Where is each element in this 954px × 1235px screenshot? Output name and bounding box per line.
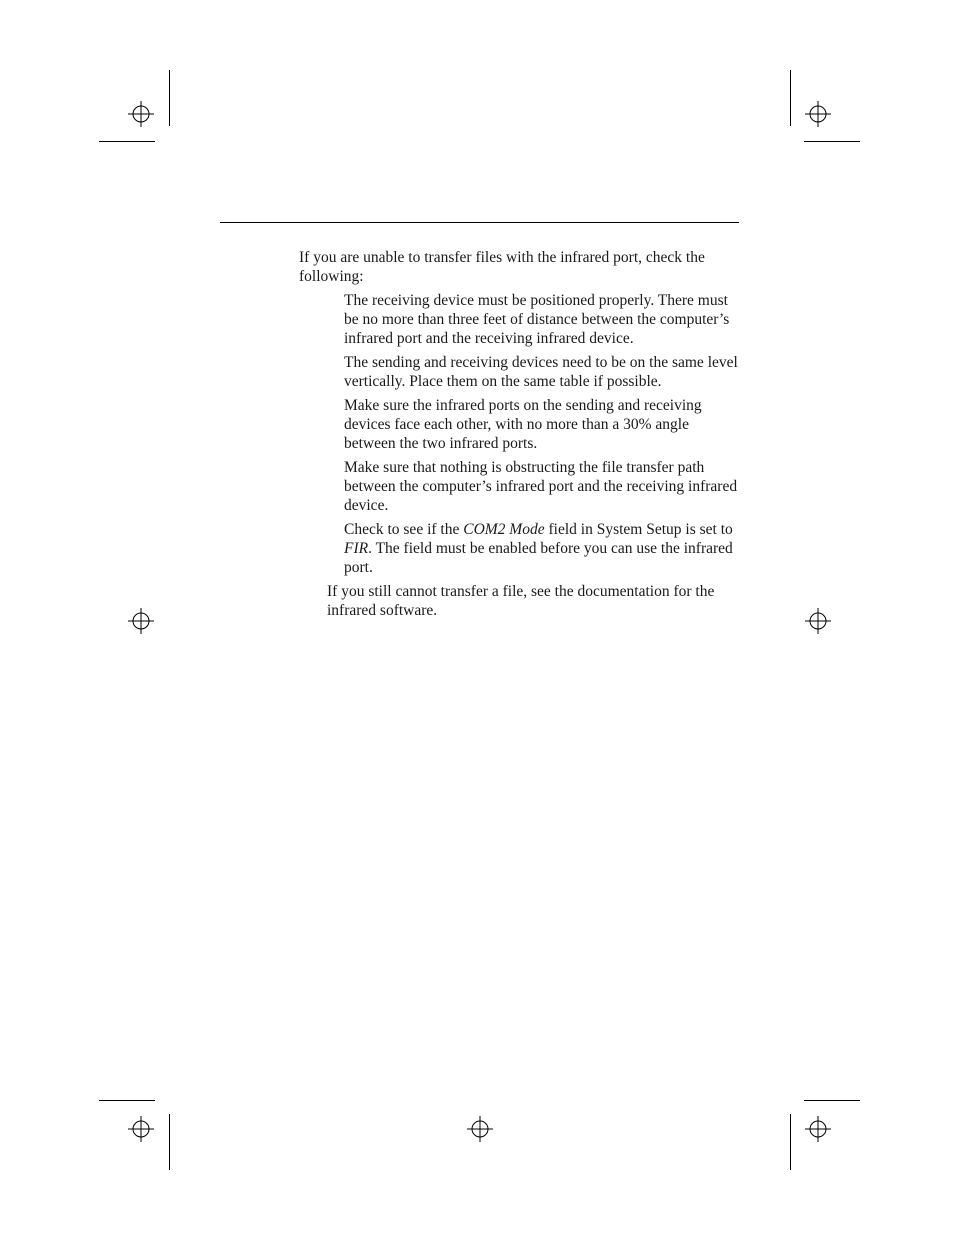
registration-mark-icon xyxy=(127,607,155,635)
crop-mark-top-left-horizontal xyxy=(99,141,155,142)
registration-mark-icon xyxy=(466,1115,494,1143)
com2-text-c: . The field must be enabled before you can use the infrared port. xyxy=(344,540,733,576)
registration-mark-icon xyxy=(804,100,832,128)
troubleshooting-section xyxy=(299,248,744,620)
closing-paragraph: If you still cannot transfer a file, see the documentation for the infrared software. xyxy=(327,583,715,619)
checklist xyxy=(299,291,744,577)
registration-mark-icon xyxy=(127,1115,155,1143)
crop-mark-bottom-right-horizontal xyxy=(804,1100,860,1101)
list-item-com2 xyxy=(344,520,744,577)
header-rule xyxy=(220,222,739,223)
com2-text-a: Check to see if the xyxy=(344,521,464,538)
com2-text-b: field in System Setup is set to xyxy=(544,521,733,538)
crop-mark-top-left-vertical xyxy=(169,70,170,126)
intro-paragraph: If you are unable to transfer files with the infrared port, check the following: xyxy=(299,249,705,285)
com2-mode-field: COM2 Mode xyxy=(463,521,545,538)
crop-mark-top-right-vertical xyxy=(790,70,791,126)
list-item: Make sure the infrared ports on the sending and receiving devices face each other, with no more than a 30% angle between the two infrared ports. xyxy=(344,397,702,452)
crop-mark-bottom-right-vertical xyxy=(790,1114,791,1170)
list-item: Make sure that nothing is obstructing the file transfer path between the computer’s infrared port and the receiving infrared device. xyxy=(344,459,738,514)
fir-value: FIR xyxy=(344,540,369,557)
registration-mark-icon xyxy=(804,607,832,635)
registration-mark-icon xyxy=(804,1115,832,1143)
list-item: The receiving device must be positioned properly. There must be no more than three feet of distance between the computer’s infrared port and the receiving infrared device. xyxy=(344,292,730,347)
crop-mark-bottom-left-horizontal xyxy=(99,1100,155,1101)
registration-mark-icon xyxy=(127,100,155,128)
crop-mark-top-right-horizontal xyxy=(804,141,860,142)
crop-mark-bottom-left-vertical xyxy=(169,1114,170,1170)
list-item: The sending and receiving devices need to be on the same level vertically. Place them on the same table if possible. xyxy=(344,354,738,390)
